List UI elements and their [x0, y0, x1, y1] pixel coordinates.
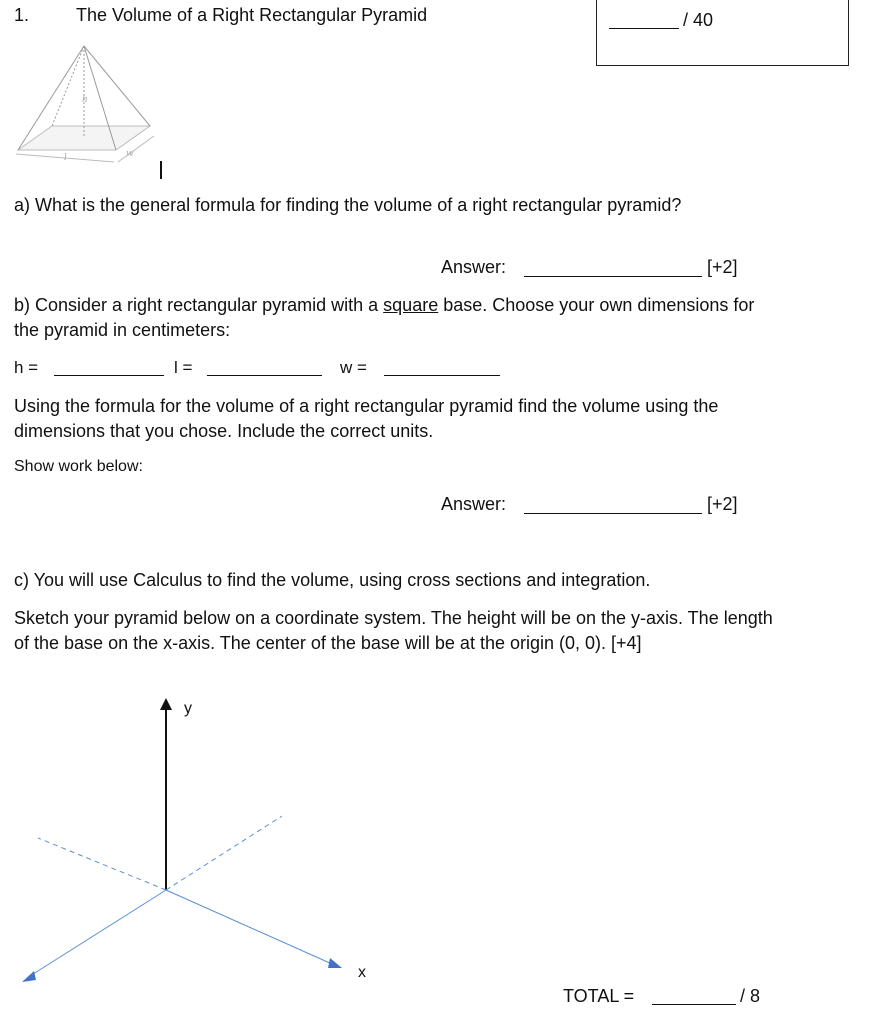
total-label: TOTAL = [563, 986, 635, 1006]
w-input[interactable] [384, 359, 500, 376]
z-axis [30, 890, 166, 976]
z-axis-negative [166, 816, 282, 890]
width-label: w [126, 149, 134, 159]
part-c-question: c) You will use Calculus to find the volume, using cross sections and integration. [14, 570, 651, 590]
score-total: / 40 [683, 10, 714, 30]
part-a-answer-label: Answer: [441, 257, 507, 277]
question-title: The Volume of a Right Rectangular Pyramid [76, 5, 428, 25]
part-b-answer-label: Answer: [441, 494, 507, 514]
part-b-instruction: Using the formula for the volume of a right rectangular pyramid find the volume using the dimensions that you chose. Include the correct units. [14, 396, 719, 441]
w-label: w = [340, 358, 367, 377]
total-out-of: / 8 [740, 986, 761, 1006]
part-b-question: b) Consider a right rectangular pyramid with a square base. Choose your own dimensions for the pyramid in centimeters: [14, 295, 755, 340]
show-work-label: Show work below: [14, 458, 143, 475]
y-axis-label: y [184, 700, 192, 717]
square-emphasis: square [383, 295, 439, 315]
part-a-question: a) What is the general formula for finding the volume of a right rectangular pyramid? [14, 195, 682, 215]
l-label: l = [174, 358, 193, 377]
part-a-points: [+2] [707, 257, 738, 277]
y-axis-arrow-icon [160, 698, 172, 710]
x-axis-negative [38, 838, 166, 890]
question-number: 1. [14, 5, 30, 25]
h-label: h = [14, 358, 39, 377]
total-blank[interactable] [652, 988, 736, 1005]
score-box [596, 0, 849, 66]
part-b-points: [+2] [707, 494, 738, 514]
score-blank[interactable] [609, 12, 679, 29]
x-axis [166, 890, 332, 964]
part-a-answer-blank[interactable] [524, 260, 702, 277]
height-label: h [82, 95, 88, 105]
x-axis-label: x [358, 964, 366, 981]
h-input[interactable] [54, 359, 164, 376]
part-c-instruction: Sketch your pyramid below on a coordinate system. The height will be on the y-axis. The length of the base on the x-axis. The center of the base will be at the origin (0, 0). [+4] [14, 608, 773, 653]
pyramid-figure [10, 40, 180, 185]
z-axis-arrow-icon [22, 971, 36, 982]
length-label: l [64, 153, 67, 163]
x-axis-arrow-icon [328, 958, 342, 968]
part-b-answer-blank[interactable] [524, 497, 702, 514]
l-input[interactable] [207, 359, 322, 376]
coordinate-axes [0, 690, 420, 990]
